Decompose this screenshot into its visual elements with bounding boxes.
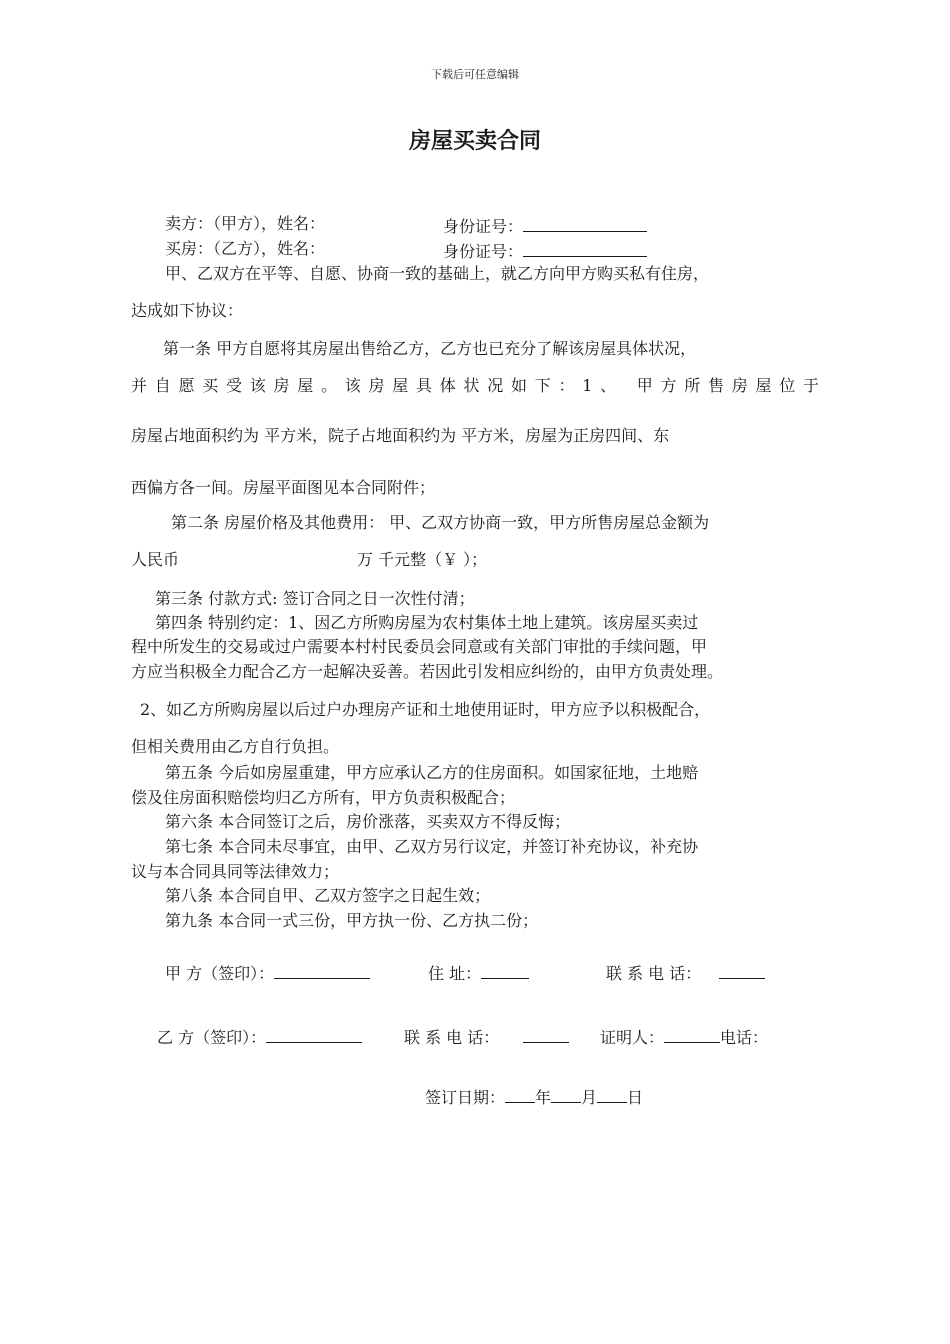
address-field[interactable]	[481, 960, 529, 979]
article-8: 第八条 本合同自甲、乙双方签字之日起生效；	[165, 886, 491, 905]
document-title: 房屋买卖合同	[408, 129, 541, 154]
article-2-line-2b: 万 千元整（￥ ）；	[357, 550, 488, 569]
article-2-line-2a: 人民币	[131, 550, 180, 569]
month-label: 月	[581, 1088, 598, 1107]
buyer-id	[443, 238, 647, 263]
party-a-phone	[606, 960, 765, 985]
party-b-signature-field[interactable]	[266, 1024, 362, 1043]
party-b-label: 乙 方（签印）：	[157, 1028, 267, 1047]
party-b-phone-field[interactable]	[523, 1024, 569, 1043]
party-b-signature	[157, 1024, 362, 1049]
address	[428, 960, 529, 985]
article-1-line-2: 并自愿买受该房屋。该房屋具体状况如下：1、 甲方所售房屋位于	[131, 376, 819, 395]
seller-id-field[interactable]	[523, 213, 647, 232]
article-6: 第六条 本合同签订之后，房价涨落，买卖双方不得反悔；	[165, 812, 571, 831]
party-a-signature	[165, 960, 370, 985]
address-label: 住 址：	[428, 964, 482, 983]
buyer-line	[165, 238, 325, 260]
article-7-line-1: 第七条 本合同未尽事宜，由甲、乙双方另行议定，并签订补充协议，补充协	[165, 837, 699, 856]
intro-line-1: 甲、乙双方在平等、自愿、协商一致的基础上，就乙方向甲方购买私有住房，	[165, 264, 710, 283]
intro-line-2: 达成如下协议：	[131, 301, 244, 320]
seller-id-label: 身份证号：	[443, 217, 524, 236]
article-4-line-1: 第四条 特别约定：1、因乙方所购房屋为农村集体土地上建筑。该房屋买卖过	[155, 613, 699, 632]
witness-phone-label: 电话：	[720, 1028, 769, 1047]
seller-label: 卖方：（甲方），姓名：	[165, 214, 326, 233]
party-a-signature-field[interactable]	[274, 960, 370, 979]
article-2-line-1: 第二条 房屋价格及其他费用： 甲、乙双方协商一致，甲方所售房屋总金额为	[171, 513, 710, 532]
witness-field[interactable]	[664, 1024, 720, 1043]
sign-date	[425, 1084, 643, 1109]
article-7-line-2: 议与本合同具同等法律效力；	[131, 862, 340, 881]
article-5-line-1: 第五条 今后如房屋重建，甲方应承认乙方的住房面积。如国家征地，土地赔	[165, 763, 699, 782]
date-label: 签订日期：	[425, 1088, 506, 1107]
article-1-line-3: 房屋占地面积约为 平方米，院子占地面积约为 平方米，房屋为正房四间、东	[131, 426, 670, 445]
party-a-phone-field[interactable]	[719, 960, 765, 979]
day-label: 日	[627, 1088, 644, 1107]
buyer-label: 买房：（乙方），姓名：	[165, 239, 326, 258]
buyer-id-label: 身份证号：	[443, 242, 524, 261]
article-1-line-4: 西偏方各一间。房屋平面图见本合同附件；	[131, 478, 436, 497]
article-9: 第九条 本合同一式三份，甲方执一份、乙方执二份；	[165, 911, 539, 930]
party-b-phone-label: 联 系 电 话：	[404, 1028, 500, 1047]
day-field[interactable]	[597, 1084, 627, 1103]
article-4-line-5: 但相关费用由乙方自行负担。	[131, 737, 340, 756]
witness-label: 证明人：	[600, 1028, 665, 1047]
witness	[600, 1024, 768, 1049]
article-1-line-1: 第一条 甲方自愿将其房屋出售给乙方，乙方也已充分了解该房屋具体状况，	[163, 339, 697, 358]
year-field[interactable]	[505, 1084, 535, 1103]
article-4-line-3: 方应当积极全力配合乙方一起解决妥善。若因此引发相应纠纷的，由甲方负责处理。	[131, 662, 724, 681]
party-a-label: 甲 方（签印）：	[165, 964, 275, 983]
article-3: 第三条 付款方式: 签订合同之日一次性付清；	[155, 589, 475, 608]
year-label: 年	[535, 1088, 552, 1107]
party-a-phone-label: 联 系 电 话：	[606, 964, 702, 983]
header-note: 下载后可任意编辑	[431, 68, 519, 81]
party-b-phone	[404, 1024, 569, 1049]
month-field[interactable]	[551, 1084, 581, 1103]
article-4-line-4: 2、如乙方所购房屋以后过户办理房产证和土地使用证时，甲方应予以积极配合，	[140, 700, 711, 719]
seller-line	[165, 213, 325, 235]
article-5-line-2: 偿及住房面积赔偿均归乙方所有，甲方负责积极配合；	[131, 788, 516, 807]
article-4-line-2: 程中所发生的交易或过户需要本村村民委员会同意或有关部门审批的手续问题，甲	[131, 637, 708, 656]
buyer-id-field[interactable]	[523, 238, 647, 257]
seller-id	[443, 213, 647, 238]
